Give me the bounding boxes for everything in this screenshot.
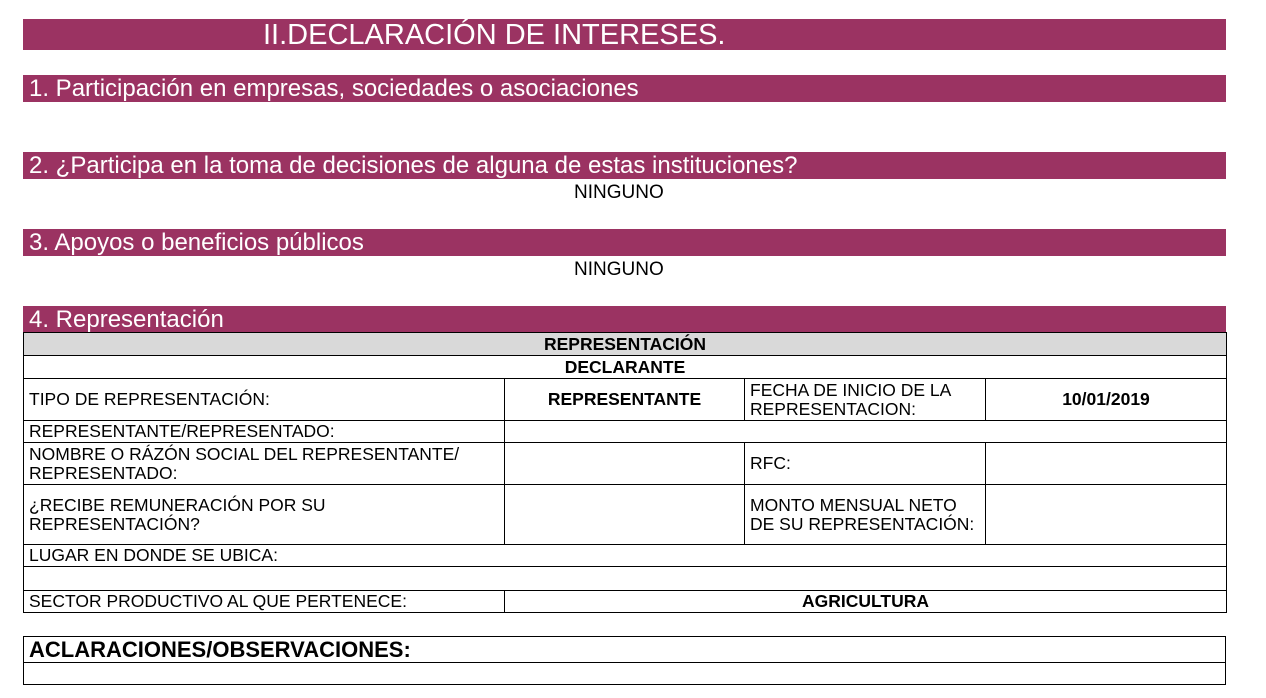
observaciones-value	[24, 663, 1226, 685]
lugar-ubica-value	[24, 567, 1227, 591]
section-3-title: 3. Apoyos o beneficios públicos	[29, 229, 364, 256]
nombre-razon-social-label: NOMBRE O RÁZÓN SOCIAL DEL REPRESENTANTE/ REPRESENTADO:	[24, 443, 505, 485]
representacion-header: REPRESENTACIÓN	[24, 333, 1227, 356]
monto-mensual-label: MONTO MENSUAL NETO DE SU REPRESENTACIÓN:	[745, 485, 986, 545]
recibe-remuneracion-value	[505, 485, 745, 545]
representacion-table	[23, 332, 1227, 613]
document-title-bar	[23, 19, 1226, 50]
document-title: II.DECLARACIÓN DE INTERESES.	[263, 19, 726, 51]
rfc-value	[986, 443, 1227, 485]
section-2-value: NINGUNO	[574, 182, 664, 203]
tipo-representacion-label: TIPO DE REPRESENTACIÓN:	[24, 379, 505, 421]
nombre-razon-social-value	[505, 443, 745, 485]
lugar-ubica-label: LUGAR EN DONDE SE UBICA:	[24, 545, 1227, 567]
section-2-header	[23, 152, 1226, 179]
fecha-inicio-value: 10/01/2019	[986, 379, 1227, 421]
tipo-representacion-value: REPRESENTANTE	[505, 379, 745, 421]
section-4-header	[23, 306, 1226, 332]
representante-representado-value	[505, 421, 1227, 443]
section-4-title: 4. Representación	[29, 306, 224, 333]
section-2-title: 2. ¿Participa en la toma de decisiones de alguna de estas instituciones?	[29, 152, 798, 179]
sector-productivo-value: AGRICULTURA	[505, 591, 1227, 613]
monto-mensual-value	[986, 485, 1227, 545]
sector-productivo-label: SECTOR PRODUCTIVO AL QUE PERTENECE:	[24, 591, 505, 613]
observaciones-table	[23, 636, 1226, 685]
recibe-remuneracion-label: ¿RECIBE REMUNERACIÓN POR SU REPRESENTACIÓN?	[24, 485, 505, 545]
section-3-header	[23, 229, 1226, 256]
declarante-subheader: DECLARANTE	[24, 356, 1227, 379]
observaciones-title: ACLARACIONES/OBSERVACIONES:	[24, 637, 1226, 663]
fecha-inicio-label: FECHA DE INICIO DE LA REPRESENTACION:	[745, 379, 986, 421]
rfc-label: RFC:	[745, 443, 986, 485]
representante-representado-label: REPRESENTANTE/REPRESENTADO:	[24, 421, 505, 443]
section-1-title: 1. Participación en empresas, sociedades o asociaciones	[29, 75, 639, 102]
section-1-header	[23, 75, 1226, 102]
section-3-value: NINGUNO	[574, 259, 664, 280]
